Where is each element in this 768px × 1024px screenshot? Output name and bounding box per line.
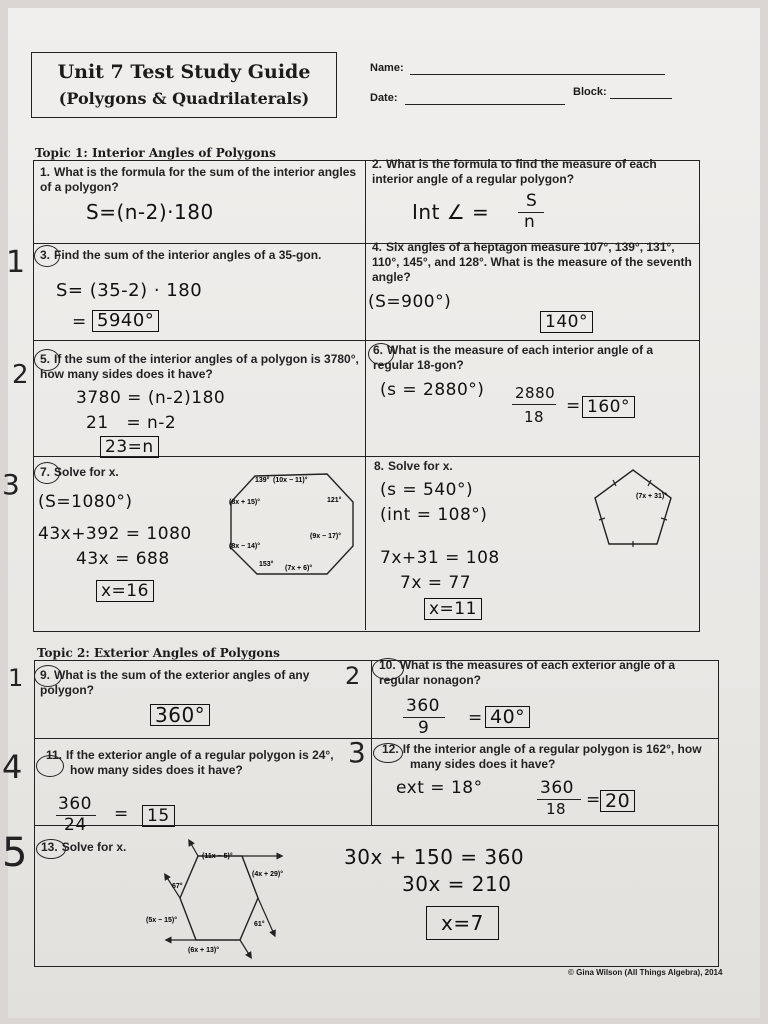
block-line xyxy=(610,98,672,99)
pentagon-shape xyxy=(595,470,671,544)
question-1 xyxy=(40,165,360,195)
grid-row-line xyxy=(33,340,700,341)
margin-score: 4 xyxy=(2,748,23,786)
question-number: 10. xyxy=(379,658,396,672)
question-text: If the sum of the interior angles of a polygon is 3780°, how many sides does it have? xyxy=(40,352,359,381)
worksheet-subtitle: (Polygons & Quadrilaterals) xyxy=(58,89,310,108)
q4-answer: 140° xyxy=(540,311,593,333)
equals-sign: = xyxy=(566,396,581,416)
q12-frac-bottom: 18 xyxy=(546,800,567,818)
question-3 xyxy=(40,248,360,263)
question-9 xyxy=(40,668,360,698)
q3-work: S= (35-2) · 180 xyxy=(56,280,203,301)
question-text: What is the measure of each interior angle of a regular 18-gon? xyxy=(373,343,654,372)
q8-work: 7x+31 = 108 xyxy=(380,548,500,568)
question-number: 6. xyxy=(373,343,384,357)
q11-frac-bottom: 24 xyxy=(64,815,87,835)
q5-answer: 23=n xyxy=(100,436,159,458)
q8-work: 7x = 77 xyxy=(400,573,472,593)
q10-frac-top: 360 xyxy=(406,696,440,716)
margin-score: 2 xyxy=(345,662,361,690)
question-number: 12. xyxy=(382,742,399,756)
q13-work: 30x = 210 xyxy=(402,872,512,896)
q8-answer: x=11 xyxy=(424,598,482,620)
grid-divider xyxy=(371,660,372,825)
q7-work: 43x+392 = 1080 xyxy=(38,524,192,544)
q6-frac-bottom: 18 xyxy=(524,408,545,426)
equals-sign: = xyxy=(586,790,601,810)
margin-score: 3 xyxy=(2,468,20,501)
q11-frac-top: 360 xyxy=(58,794,92,814)
margin-score: 3 xyxy=(348,736,366,769)
angle-label: (8x + 15)° xyxy=(229,499,261,506)
question-number: 13. xyxy=(41,840,58,854)
angle-label: 153° xyxy=(259,561,274,568)
question-text: Solve for x. xyxy=(388,459,453,473)
margin-score: 2 xyxy=(12,360,29,390)
angle-label: (6x + 13)° xyxy=(188,947,220,954)
angle-label: 121° xyxy=(327,497,342,504)
q12-work: ext = 18° xyxy=(396,778,483,798)
grid-row-line xyxy=(34,825,719,826)
q7-work: 43x = 688 xyxy=(76,549,170,569)
margin-score: 5 xyxy=(2,830,28,876)
topic-2-title: Topic 2: Exterior Angles of Polygons xyxy=(37,646,280,660)
q5-work: 3780 = (n-2)180 xyxy=(76,388,226,408)
fraction-bar xyxy=(512,404,556,405)
q2-frac-top: S xyxy=(526,191,538,211)
question-text: What is the formula to find the measure of each interior angle of a regular polygon? xyxy=(372,157,657,186)
grid-row-line xyxy=(34,738,719,739)
question-text: What is the measures of each exterior angle of a regular nonagon? xyxy=(379,658,676,687)
q3-work: = xyxy=(72,312,87,332)
question-number: 3. xyxy=(40,248,51,262)
question-number: 8. xyxy=(374,459,385,473)
q6-answer: 160° xyxy=(582,396,635,418)
equals-sign: = xyxy=(468,708,483,728)
angle-label: (9x − 17)° xyxy=(310,533,342,540)
angle-label: 61° xyxy=(254,921,265,928)
date-line xyxy=(405,104,565,105)
question-text: If the exterior angle of a regular polygon is 24°, how many sides does it have? xyxy=(66,748,334,777)
block-label: Block: xyxy=(573,86,607,98)
q3-answer: 5940° xyxy=(92,310,159,332)
topic-1-title: Topic 1: Interior Angles of Polygons xyxy=(35,146,276,160)
date-label: Date: xyxy=(370,92,398,104)
title-box xyxy=(31,52,337,118)
question-4 xyxy=(372,240,692,285)
angle-label: (11x − 5)° xyxy=(202,853,233,860)
question-number: 5. xyxy=(40,352,51,366)
question-12 xyxy=(380,742,710,772)
angle-label: (10x − 11)° xyxy=(273,477,308,484)
angle-label: (4x + 29)° xyxy=(252,871,284,878)
name-line xyxy=(410,74,665,75)
q2-work: Int ∠ = xyxy=(412,200,490,224)
angle-label: (5x − 15)° xyxy=(146,917,178,924)
question-number: 11. xyxy=(46,748,63,762)
question-text: Find the sum of the interior angles of a 35-gon. xyxy=(54,248,322,262)
q2-frac-bottom: n xyxy=(524,212,536,232)
octagon-shape xyxy=(231,474,353,574)
copyright-notice: © Gina Wilson (All Things Algebra), 2014 xyxy=(568,968,723,977)
q6-work: (s = 2880°) xyxy=(380,380,485,400)
margin-score: 1 xyxy=(6,245,26,280)
q4-work: (S=900°) xyxy=(368,292,452,312)
q8-work: (int = 108°) xyxy=(380,505,488,525)
hexagon-figure xyxy=(140,836,330,961)
question-number: 4. xyxy=(372,240,383,254)
equals-sign: = xyxy=(114,804,129,824)
question-2 xyxy=(372,157,692,187)
q1-work: S=(n-2)·180 xyxy=(86,200,214,224)
q5-work: 21 = n-2 xyxy=(86,413,177,433)
q10-answer: 40° xyxy=(485,706,530,728)
question-text: If the interior angle of a regular polygon is 162°, how many sides does it have? xyxy=(402,742,702,771)
q12-frac-top: 360 xyxy=(540,778,574,798)
angle-label: (7x + 6)° xyxy=(285,565,313,572)
margin-score: 1 xyxy=(8,664,24,692)
question-text: Six angles of a heptagon measure 107°, 139°, 131°, 110°, 145°, and 128°. What is the measure of the seventh angle? xyxy=(372,240,692,284)
topic-2-grid xyxy=(34,660,719,967)
angle-label: 67° xyxy=(172,883,183,890)
q8-work: (s = 540°) xyxy=(380,480,474,500)
q9-answer: 360° xyxy=(150,704,210,726)
question-text: What is the sum of the exterior angles of any polygon? xyxy=(40,668,310,697)
name-label: Name: xyxy=(370,62,404,74)
question-8 xyxy=(374,459,534,474)
q10-frac-bottom: 9 xyxy=(418,718,430,738)
angle-label: (7x + 31)° xyxy=(636,493,668,500)
q7-work: (S=1080°) xyxy=(38,492,133,512)
pentagon-figure xyxy=(585,462,697,554)
q12-answer: 20 xyxy=(600,790,635,812)
worksheet-title: Unit 7 Test Study Guide xyxy=(57,61,311,83)
q13-work: 30x + 150 = 360 xyxy=(344,845,525,869)
angle-label: (8x − 14)° xyxy=(229,543,261,550)
q11-answer: 15 xyxy=(142,805,175,827)
octagon-figure xyxy=(215,466,365,591)
question-5 xyxy=(40,352,360,382)
question-text: Solve for x. xyxy=(54,465,119,479)
hexagon-shape xyxy=(180,856,258,940)
question-number: 9. xyxy=(40,668,51,682)
question-7 xyxy=(40,465,200,480)
question-number: 1. xyxy=(40,165,51,179)
grid-divider xyxy=(365,160,366,630)
question-11 xyxy=(40,748,360,778)
q13-answer: x=7 xyxy=(426,906,499,940)
question-text: Solve for x. xyxy=(61,840,127,854)
angle-label: 139° xyxy=(255,477,270,484)
q6-frac-top: 2880 xyxy=(515,384,556,402)
question-6 xyxy=(373,343,693,373)
question-10 xyxy=(379,658,709,688)
q7-answer: x=16 xyxy=(96,580,154,602)
question-number: 7. xyxy=(40,465,51,479)
question-number: 2. xyxy=(372,157,383,171)
question-text: What is the formula for the sum of the interior angles of a polygon? xyxy=(40,165,357,194)
